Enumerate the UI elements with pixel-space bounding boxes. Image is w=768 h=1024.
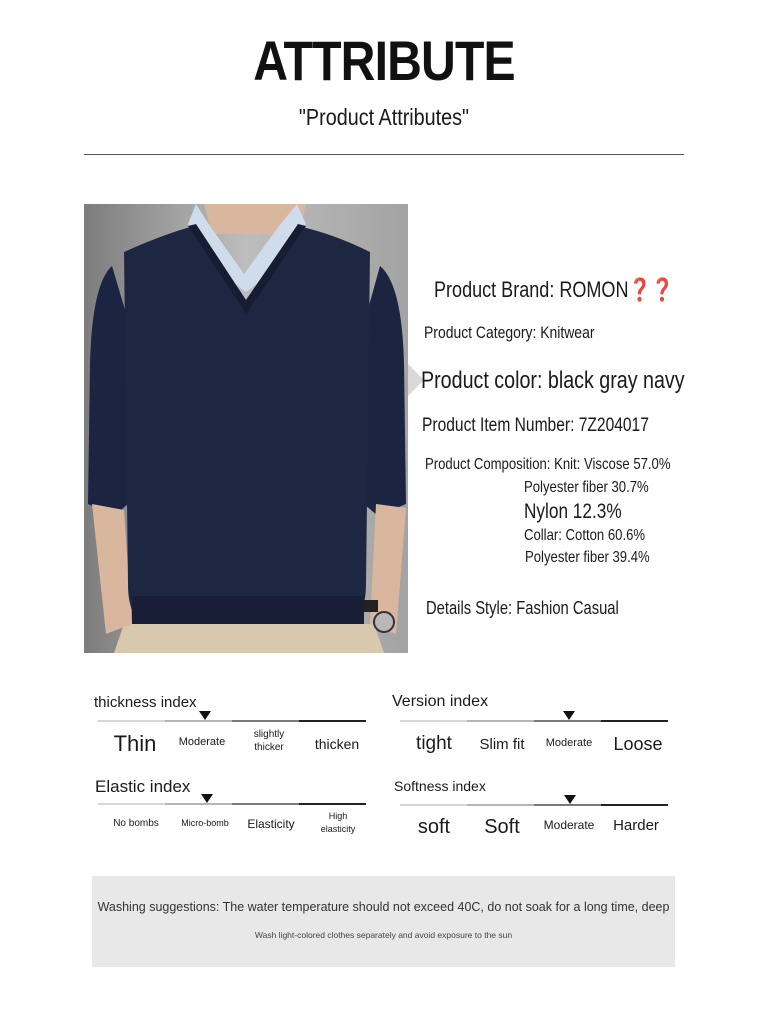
softness-label: Harder — [613, 817, 659, 834]
attr-collar-cotton: Collar: Cotton 60.6% — [524, 527, 646, 544]
elastic-label: Micro-bomb — [181, 818, 229, 828]
softness-index-scale — [400, 804, 668, 806]
softness-label: Moderate — [543, 818, 595, 832]
attr-composition: Product Composition: Knit: Viscose 57.0% — [425, 456, 671, 473]
washing-suggestions-text: Washing suggestions: The water temperature should not exceed 40C, do not soak for a long time, deep — [97, 900, 670, 914]
version-label: Moderate — [545, 737, 593, 749]
elastic-label: Elasticity — [247, 817, 295, 831]
version-pointer-icon — [563, 711, 575, 720]
elastic-pointer-icon — [201, 794, 213, 803]
elastic-label: No bombs — [113, 818, 159, 829]
version-label: tight — [416, 733, 452, 754]
product-photo — [84, 204, 408, 653]
thickness-pointer-icon — [199, 711, 211, 720]
softness-label: soft — [417, 816, 451, 838]
attr-composition-nylon: Nylon 12.3% — [524, 500, 622, 523]
washing-suggestions-box — [92, 876, 675, 967]
page-title: ATTRIBUTE — [253, 29, 515, 92]
thickness-label: Thin — [113, 731, 157, 756]
attr-color: Product color: black gray navy — [421, 367, 685, 394]
attr-details-style: Details Style: Fashion Casual — [426, 598, 619, 618]
thickness-label: thicken — [314, 736, 360, 752]
softness-label: Soft — [484, 816, 520, 838]
attr-composition-polyester: Polyester fiber 30.7% — [524, 479, 649, 496]
attr-brand: Product Brand: ROMON❓❓ — [434, 277, 674, 302]
page-subtitle: "Product Attributes" — [298, 104, 470, 130]
softness-pointer-icon — [564, 795, 576, 804]
elastic-index-title: Elastic index — [95, 777, 191, 796]
thickness-index-title: thickness index — [94, 694, 197, 711]
attr-category: Product Category: Knitwear — [424, 323, 595, 342]
version-label: Slim fit — [479, 736, 525, 753]
elastic-index-scale — [98, 803, 366, 805]
washing-suggestions-note: Wash light-colored clothes separately and avoid exposure to the sun — [254, 930, 513, 940]
header-divider — [84, 154, 684, 155]
thickness-label: Moderate — [178, 736, 226, 748]
thickness-label: slightly thicker — [253, 729, 285, 753]
attr-item-number: Product Item Number: 7Z204017 — [422, 415, 649, 436]
version-index-scale — [400, 720, 668, 722]
thickness-index-scale — [98, 720, 366, 722]
attr-collar-polyester: Polyester fiber 39.4% — [525, 549, 650, 566]
sweater-illustration — [84, 204, 408, 653]
elastic-label: High elasticity — [320, 811, 356, 834]
version-index-title: Version index — [392, 693, 489, 710]
softness-index-title: Softness index — [394, 778, 486, 794]
version-label: Loose — [613, 734, 663, 754]
